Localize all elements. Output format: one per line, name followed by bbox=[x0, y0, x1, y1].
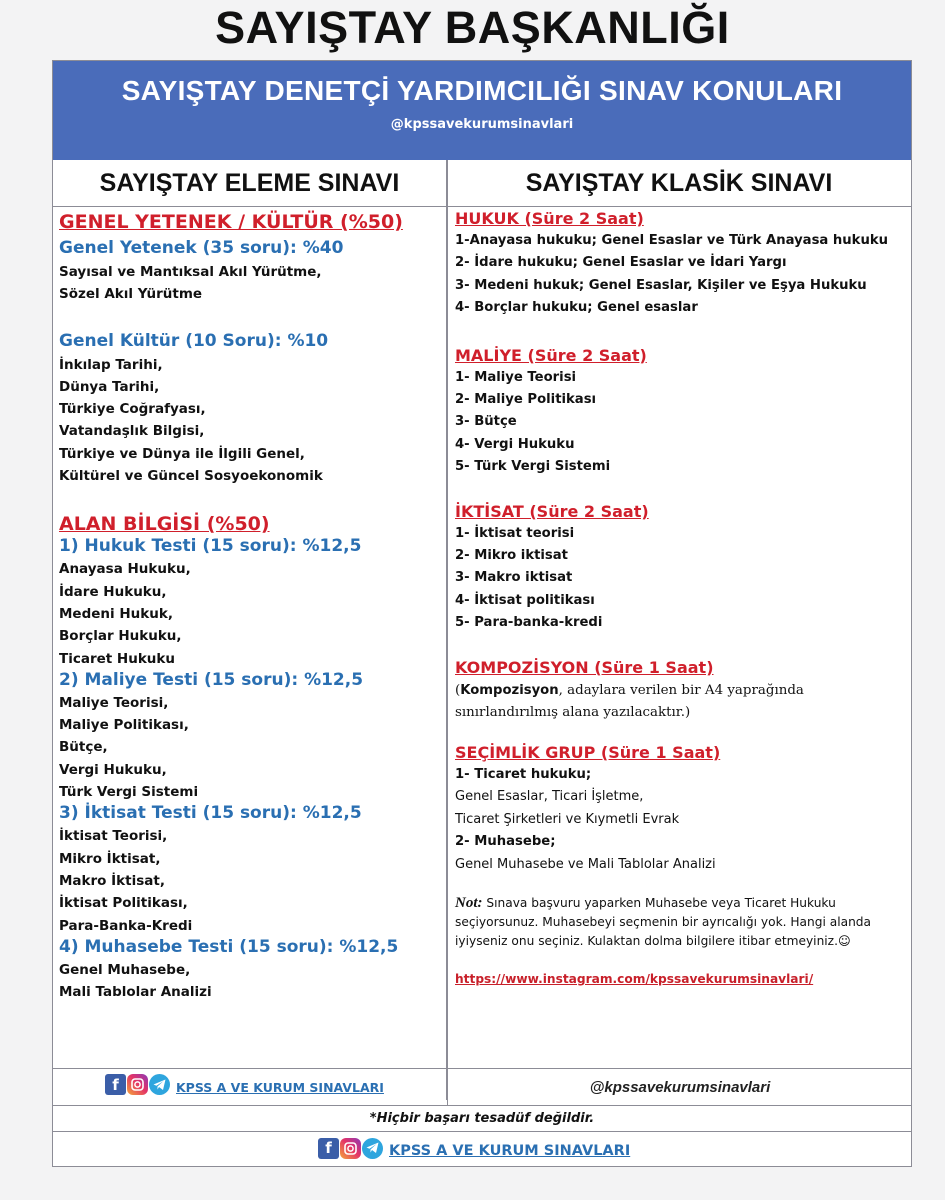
list-item: İnkılap Tarihi, bbox=[59, 356, 163, 373]
list-item: Mali Tablolar Analizi bbox=[59, 984, 212, 1001]
iktisat-heading: İKTİSAT (Süre 2 Saat) bbox=[455, 501, 649, 521]
social-icons bbox=[105, 1074, 170, 1095]
maliye-heading: MALİYE (Süre 2 Saat) bbox=[455, 345, 647, 365]
banner-title: SAYIŞTAY DENETÇİ YARDIMCILIĞI SINAV KONULARI bbox=[121, 75, 843, 106]
kompozisyon-heading: KOMPOZİSYON (Süre 1 Saat) bbox=[455, 657, 714, 677]
klasik-column bbox=[455, 209, 907, 987]
list-item: Ticaret Şirketleri ve Kıymetli Evrak bbox=[455, 811, 680, 827]
hukuk-heading: HUKUK (Süre 2 Saat) bbox=[455, 209, 644, 228]
column-headings bbox=[53, 160, 911, 207]
list-item: 2- İdare hukuku; Genel Esaslar ve İdari Yargı bbox=[455, 255, 787, 271]
list-item: İdare Hukuku, bbox=[59, 583, 167, 600]
list-item: 3- Medeni hukuk; Genel Esaslar, Kişiler ve Eşya Hukuku bbox=[455, 277, 867, 293]
hukuk-testi-subheading: 1) Hukuk Testi (15 soru): %12,5 bbox=[59, 536, 362, 557]
list-item: İktisat Politikası, bbox=[59, 895, 188, 912]
poster-frame bbox=[52, 60, 912, 1167]
list-item: 1- İktisat teorisi bbox=[455, 525, 575, 541]
iktisat-testi-subheading: 3) İktisat Testi (15 soru): %12,5 bbox=[59, 803, 362, 824]
list-item: 1-Anayasa hukuku; Genel Esaslar ve Türk Anayasa hukuku bbox=[455, 233, 889, 248]
list-item: 4- Borçlar hukuku; Genel esaslar bbox=[455, 300, 698, 316]
telegram-icon[interactable] bbox=[149, 1074, 170, 1095]
list-item: Sözel Akıl Yürütme bbox=[59, 286, 203, 303]
column-divider bbox=[446, 160, 448, 1100]
list-item: İktisat Teorisi, bbox=[59, 828, 168, 845]
note bbox=[455, 894, 907, 951]
list-item: Para-Banka-Kredi bbox=[59, 917, 193, 934]
list-item: 2- Maliye Politikası bbox=[455, 392, 597, 408]
left-column-heading: SAYIŞTAY ELEME SINAVI bbox=[99, 169, 400, 197]
facebook-icon[interactable]: f bbox=[105, 1074, 126, 1095]
kompozisyon-text: , adaylara verilen bir A4 yaprağında bbox=[558, 682, 804, 698]
list-item: Genel Esaslar, Ticari İşletme, bbox=[455, 789, 644, 805]
muhasebe-testi-subheading: 4) Muhasebe Testi (15 soru): %12,5 bbox=[59, 936, 399, 957]
kompozisyon-bold: Kompozisyon bbox=[460, 682, 559, 698]
kompozisyon-text: sınırlandırılmış alana yazılacaktır.) bbox=[455, 704, 691, 720]
right-column-heading: SAYIŞTAY KLASİK SINAVI bbox=[525, 169, 833, 197]
telegram-icon[interactable] bbox=[362, 1138, 383, 1159]
list-item: Anayasa Hukuku, bbox=[59, 561, 191, 578]
list-item: 3- Makro iktisat bbox=[455, 570, 573, 586]
note-text: seçiyorsunuz. Muhasebeyi seçmenin bir ayrıcalığı yok. Hangi alanda bbox=[455, 915, 871, 930]
note-text: Sınava başvuru yaparken Muhasebe veya Ticaret Hukuku bbox=[482, 896, 836, 911]
list-item: 2- Mikro iktisat bbox=[455, 548, 568, 564]
list-item: Makro İktisat, bbox=[59, 872, 165, 889]
alan-bilgisi-heading: ALAN BİLGİSİ (%50) bbox=[59, 513, 270, 536]
list-item: 4- Vergi Hukuku bbox=[455, 436, 575, 452]
genel-yetenek-subheading: Genel Yetenek (35 soru): %40 bbox=[59, 238, 344, 258]
banner bbox=[53, 61, 911, 160]
instagram-icon[interactable] bbox=[340, 1138, 361, 1159]
maliye-testi-subheading: 2) Maliye Testi (15 soru): %12,5 bbox=[59, 669, 364, 690]
page-title: SAYIŞTAY BAŞKANLIĞI bbox=[215, 2, 730, 53]
footer-bottom-row bbox=[53, 1131, 911, 1169]
footer-bottom-social bbox=[318, 1137, 630, 1159]
facebook-icon[interactable]: f bbox=[318, 1138, 339, 1159]
note-label: Not: bbox=[455, 895, 483, 912]
kompozisyon-description bbox=[455, 680, 907, 724]
banner-handle: @kpssavekurumsinavlari bbox=[390, 117, 574, 132]
list-item: 1- Maliye Teorisi bbox=[455, 369, 577, 385]
kpss-label[interactable]: KPSS A VE KURUM SINAVLARI bbox=[176, 1080, 384, 1095]
secimlik-heading: SEÇİMLİK GRUP (Süre 1 Saat) bbox=[455, 742, 721, 762]
list-item: Türkiye ve Dünya ile İlgili Genel, bbox=[59, 445, 305, 462]
list-item: Dünya Tarihi, bbox=[59, 378, 160, 395]
list-item: Maliye Teorisi, bbox=[59, 694, 169, 711]
footer-handle: @kpssavekurumsinavlari bbox=[447, 1069, 912, 1106]
genel-yetenek-kultur-heading: GENEL YETENEK / KÜLTÜR (%50) bbox=[59, 211, 403, 233]
list-item: 4- İktisat politikası bbox=[455, 592, 595, 608]
kpss-bottom-label[interactable]: KPSS A VE KURUM SINAVLARI bbox=[389, 1143, 631, 1159]
list-item: Genel Muhasebe, bbox=[59, 961, 191, 978]
list-item: Genel Muhasebe ve Mali Tablolar Analizi bbox=[455, 856, 716, 872]
secimlik-ticaret-label: 1- Ticaret hukuku; bbox=[455, 766, 592, 782]
list-item: Mikro İktisat, bbox=[59, 850, 161, 867]
genel-kultur-subheading: Genel Kültür (10 Soru): %10 bbox=[59, 330, 329, 351]
list-item: Maliye Politikası, bbox=[59, 717, 189, 734]
list-item: Sayısal ve Mantıksal Akıl Yürütme, bbox=[59, 264, 322, 280]
footer-left-social bbox=[105, 1074, 384, 1095]
list-item: Bütçe, bbox=[59, 739, 108, 756]
kompozisyon-open-paren: ( bbox=[455, 682, 461, 698]
list-item: 5- Para-banka-kredi bbox=[455, 615, 603, 631]
instagram-icon[interactable] bbox=[127, 1074, 148, 1095]
eleme-column bbox=[59, 209, 443, 1003]
instagram-link[interactable]: https://www.instagram.com/kpssavekurumsinavlari/ bbox=[455, 972, 814, 987]
note-text: iyiyseniz onu seçiniz. Kulaktan dolma bilgilere itibar etmeyiniz.☺ bbox=[455, 934, 851, 949]
list-item: Borçlar Hukuku, bbox=[59, 628, 182, 645]
secimlik-muhasebe-label: 2- Muhasebe; bbox=[455, 834, 556, 850]
list-item: Vatandaşlık Bilgisi, bbox=[59, 423, 205, 440]
list-item: Kültürel ve Güncel Sosyoekonomik bbox=[59, 468, 323, 485]
list-item: Vergi Hukuku, bbox=[59, 761, 167, 778]
list-item: Ticaret Hukuku bbox=[59, 650, 176, 667]
list-item: Medeni Hukuk, bbox=[59, 605, 173, 622]
list-item: Türkiye Coğrafyası, bbox=[59, 401, 206, 418]
list-item: 5- Türk Vergi Sistemi bbox=[455, 459, 611, 475]
footer-social-row bbox=[53, 1068, 911, 1106]
list-item: Türk Vergi Sistemi bbox=[59, 784, 199, 801]
footer-motto: *Hiçbir başarı tesadüf değildir. bbox=[53, 1105, 911, 1132]
list-item: 3- Bütçe bbox=[455, 414, 517, 430]
social-icons bbox=[318, 1138, 383, 1159]
